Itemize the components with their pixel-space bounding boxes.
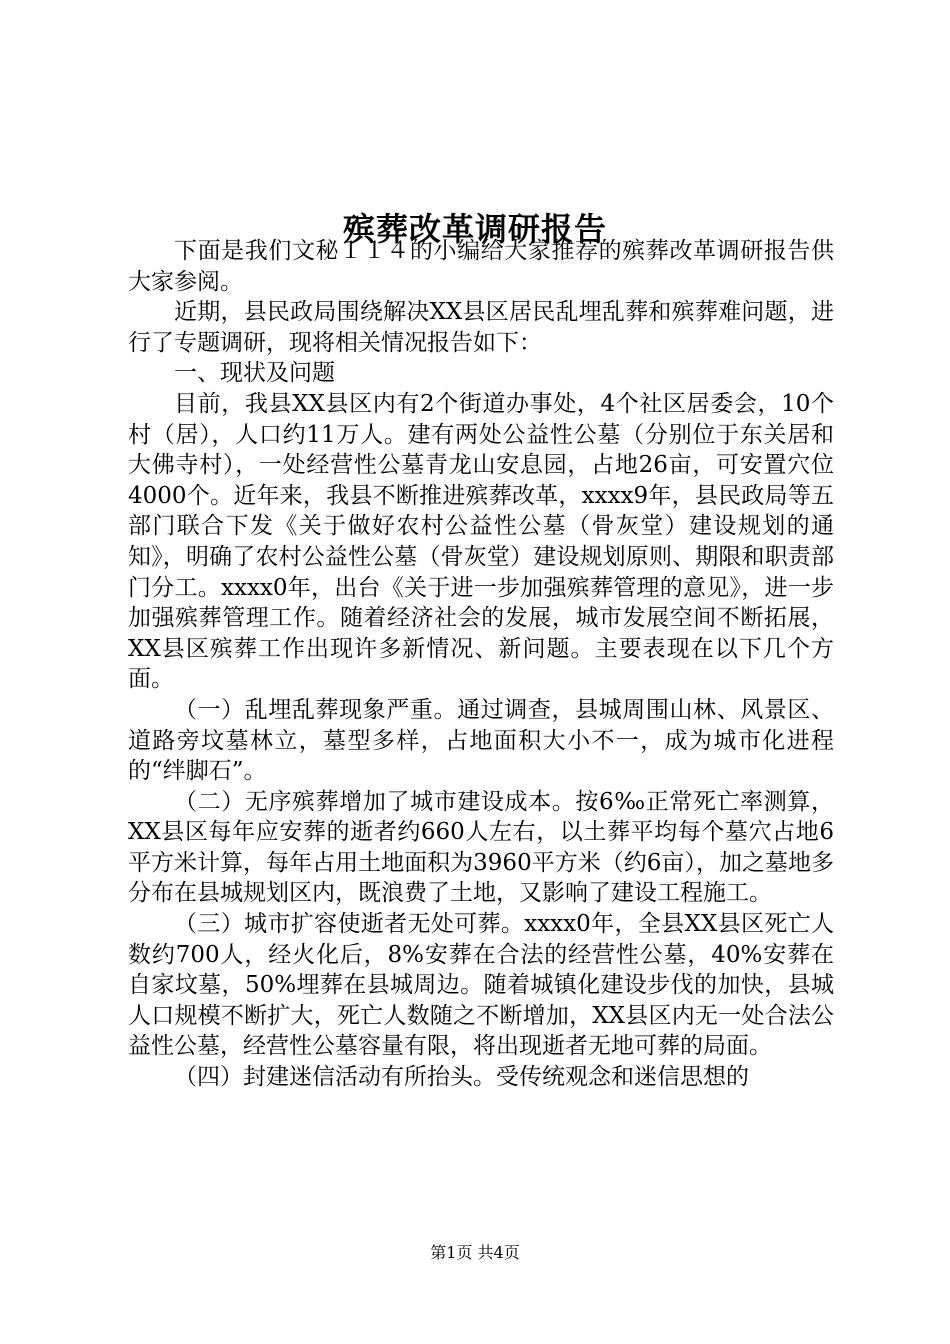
paragraph-current-status: 目前，我县XX县区内有2个街道办事处，4个社区居委会，10个村（居），人口约11万人。建有两处公益性公墓（分别位于东关居和大佛寺村），一处经营性公墓青龙山安息园，占地26亩，可安置穴位4000个。近年来，我县不断推进殡葬改革，xxxx9年，县民政局等五部门联合下发《关于做好农村公益性公墓（骨灰堂）建设规划的通知》，明确了农村公益性公墓（骨灰堂）建设规划原则、期限和职责部门分工。xxxx0年，出台《关于进一步加强殡葬管理的意见》，进一步加强殡葬管理工作。随着经济社会的发展，城市发展空间不断拓展，XX县区殡葬工作出现许多新情况、新问题。主要表现在以下几个方面。: [128, 390, 834, 693]
document-title: 殡葬改革调研报告: [342, 210, 607, 249]
document-body: [128, 236, 834, 1093]
paragraph-intro: 下面是我们文秘１１４的小编给大家推荐的殡葬改革调研报告供大家参阅。: [128, 238, 834, 295]
paragraph-issue-4: （四）封建迷信活动有所抬头。受传统观念和迷信思想的: [174, 1064, 749, 1091]
paragraph-issue-3: （三）城市扩容使逝者无处可葬。xxxx0年，全县XX县区死亡人数约700人，经火化后，8%安葬在合法的经营性公墓，40%安葬在自家坟墓，50%埋葬在县城周边。随着城镇化建设步伐的加快，县城人口规模不断扩大，死亡人数随之不断增加，XX县区内无一处合法公益性公墓，经营性公墓容量有限，将出现逝者无地可葬的局面。: [128, 911, 834, 1060]
paragraph-issue-2: （二）无序殡葬增加了城市建设成本。按6‰正常死亡率测算，XX县区每年应安葬的逝者约660人左右，以土葬平均每个墓穴占地6平方米计算，每年占用土地面积为3960平方米（约6亩），加之墓地多分布在县城规划区内，既浪费了土地，又影响了建设工程施工。: [128, 788, 834, 907]
paragraph-issue-1: （一）乱埋乱葬现象严重。通过调查，县城周围山林、风景区、道路旁坟墓林立，墓型多样，占地面积大小不一，成为城市化进程的“绊脚石”。: [128, 696, 834, 785]
section-heading: 一、现状及问题: [174, 360, 335, 387]
paragraph-summary: 近期，县民政局围绕解决XX县区居民乱埋乱葬和殡葬难问题，进行了专题调研，现将相关情况报告如下：: [128, 299, 834, 356]
page-footer: 第1页 共4页: [430, 1243, 520, 1262]
